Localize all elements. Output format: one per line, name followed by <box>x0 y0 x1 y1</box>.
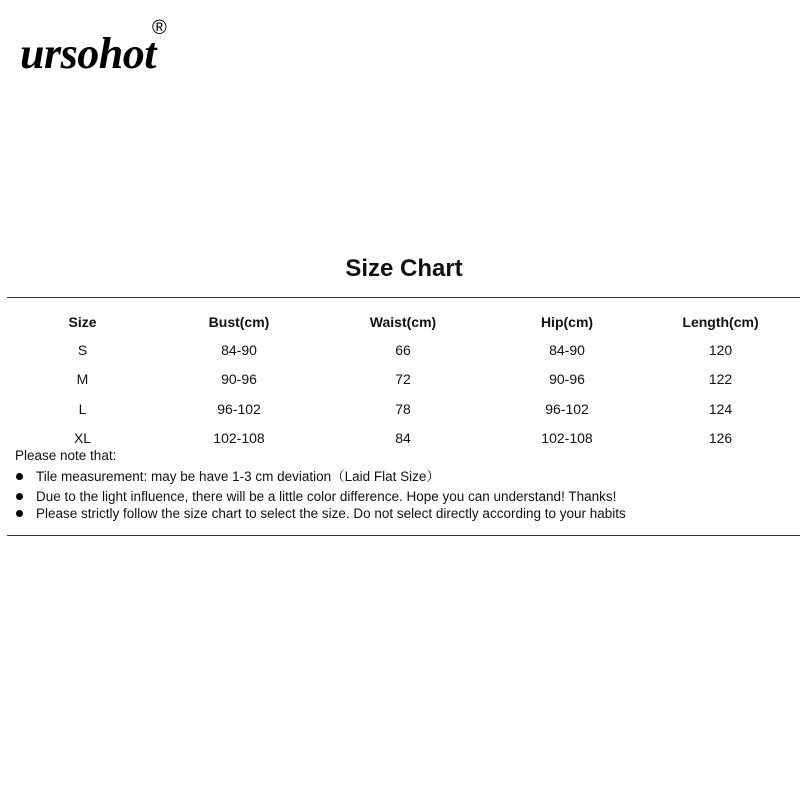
cell-size: XL <box>73 430 92 447</box>
cell-waist: 72 <box>395 371 411 388</box>
cell-bust: 90-96 <box>221 371 257 388</box>
table-row <box>0 335 800 365</box>
bottom-divider <box>7 535 800 536</box>
registered-mark-icon: ® <box>152 17 167 39</box>
cell-bust: 96-102 <box>217 400 261 417</box>
cell-length: 126 <box>708 430 733 447</box>
list-item <box>15 488 795 505</box>
brand-name: ursohot <box>20 29 156 78</box>
cell-waist: 78 <box>395 400 411 417</box>
page-title: Size Chart <box>345 255 463 282</box>
list-item <box>15 505 795 522</box>
notes-heading: Please note that: <box>15 448 117 463</box>
cell-size: M <box>76 371 89 388</box>
notes-list <box>15 468 795 522</box>
list-item <box>15 468 795 485</box>
cell-length: 120 <box>708 341 733 358</box>
cell-bust: 84-90 <box>221 341 257 358</box>
note-text: Tile measurement: may be have 1-3 cm deviation（Laid Flat Size） <box>36 469 440 484</box>
cell-waist: 66 <box>395 341 411 358</box>
bullet-icon <box>16 473 23 480</box>
top-divider <box>7 297 800 298</box>
cell-hip: 84-90 <box>549 341 585 358</box>
cell-length: 124 <box>708 400 733 417</box>
header-hip: Hip(cm) <box>540 314 594 330</box>
cell-size: L <box>78 400 87 417</box>
bullet-icon <box>16 493 23 500</box>
header-length: Length(cm) <box>682 314 759 330</box>
notes-section <box>15 447 795 522</box>
table-row <box>0 394 800 424</box>
note-text: Due to the light influence, there will be a little color difference. Hope you can understand! Thanks! <box>36 489 617 504</box>
cell-hip: 96-102 <box>545 400 589 417</box>
cell-hip: 102-108 <box>541 430 593 447</box>
header-bust: Bust(cm) <box>208 314 270 330</box>
cell-length: 122 <box>708 371 733 388</box>
table-row <box>0 365 800 395</box>
header-waist: Waist(cm) <box>369 314 437 330</box>
bullet-icon <box>16 510 23 517</box>
cell-hip: 90-96 <box>549 371 585 388</box>
table-header-row <box>0 309 800 335</box>
header-size: Size <box>68 314 97 330</box>
cell-bust: 102-108 <box>213 430 265 447</box>
size-table <box>0 309 800 453</box>
cell-size: S <box>77 341 88 358</box>
cell-waist: 84 <box>395 430 411 447</box>
note-text: Please strictly follow the size chart to select the size. Do not select directly according to your habits <box>36 506 626 521</box>
